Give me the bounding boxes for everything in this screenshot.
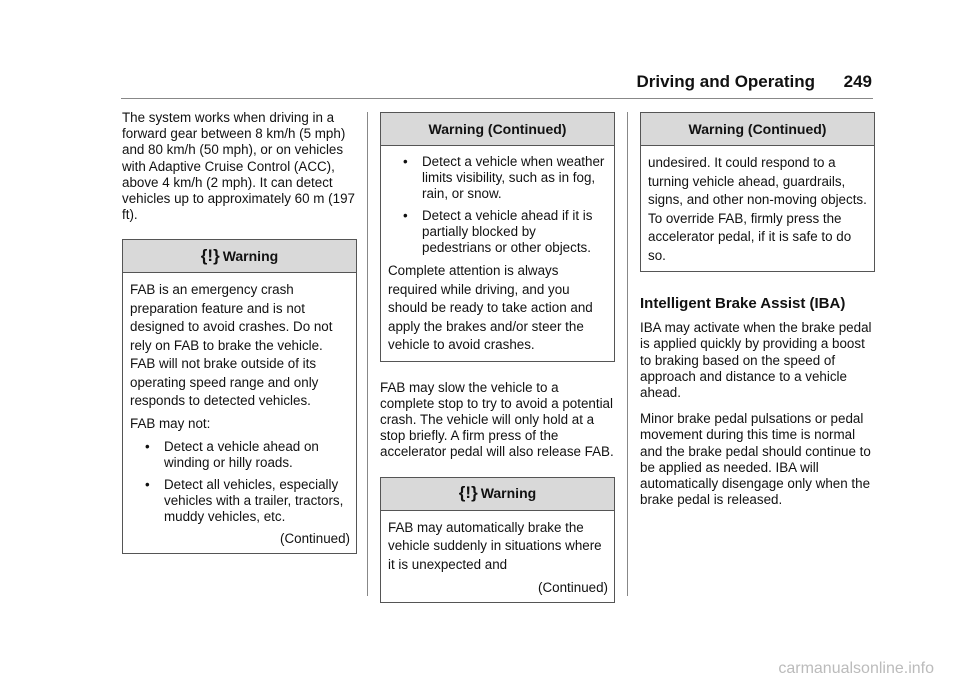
iba-paragraph-1: IBA may activate when the brake pedal is applied quickly by providing a boost to braking based on the speed of approach and distance to a vehicle ahead. xyxy=(640,320,872,401)
continued-label: (Continued) xyxy=(538,580,608,596)
warning-box-1 xyxy=(122,239,357,554)
list-item: • Detect a vehicle ahead on winding or hilly roads. xyxy=(145,439,319,471)
warning-body xyxy=(123,273,356,553)
fab-paragraph: FAB may slow the vehicle to a complete stop to try to avoid a potential crash. The vehicle will only hold at a stop briefly. A firm press of the accelerator pedal will also release FAB. xyxy=(380,379,614,460)
header-divider xyxy=(121,98,873,99)
section-title: Driving and Operating xyxy=(636,72,815,91)
warning-box-3 xyxy=(380,477,615,604)
continued-label: (Continued) xyxy=(280,531,350,547)
bullet-icon: • xyxy=(403,154,408,169)
warning-text: FAB may automatically brake the vehicle suddenly in situations where it is unexpected and xyxy=(388,519,602,572)
warning-text: undesired. It could respond to a turning vehicle ahead, guardrails, signs, and other non-moving objects. To override FAB, firmly press the accelerator pedal, if it is safe to do so. xyxy=(648,155,867,263)
warning-text: Complete attention is always required while driving, and you should be ready to take action and apply the brakes and/or steer the vehicle to avoid crashes. xyxy=(388,263,593,352)
warning-title: Warning (Continued) xyxy=(688,120,827,137)
warning-box-4 xyxy=(640,112,875,272)
warning-title: Warning (Continued) xyxy=(428,120,567,137)
warning-body xyxy=(381,511,614,603)
warning-icon: {!} xyxy=(200,246,220,266)
watermark: carmanualsonline.info xyxy=(778,660,934,677)
list-item: • Detect a vehicle when weather limits visibility, such as in fog, rain, or snow. xyxy=(403,154,605,201)
page-header xyxy=(0,0,960,100)
warning-header xyxy=(123,240,356,273)
warning-header xyxy=(641,113,874,146)
warning-bullet-list xyxy=(388,154,608,256)
column-divider-2 xyxy=(627,112,628,596)
warning-title: Warning xyxy=(222,248,279,265)
bullet-icon: • xyxy=(145,477,150,493)
warning-header xyxy=(381,478,614,511)
warning-icon: {!} xyxy=(458,483,478,503)
warning-box-2 xyxy=(380,112,615,362)
warning-title: Warning xyxy=(480,485,537,502)
warning-text: FAB is an emergency crash preparation feature and is not designed to avoid crashes. Do not rely on FAB to brake the vehicle. FAB will not brake outside of its operating speed range and only responds to detected vehicles. xyxy=(130,282,333,409)
warning-body xyxy=(641,146,874,271)
warning-text: FAB may not: xyxy=(130,415,211,431)
bullet-icon: • xyxy=(403,208,408,223)
column-1 xyxy=(122,110,357,554)
page-number: 249 xyxy=(843,72,872,91)
list-item: • Detect all vehicles, especially vehicles with a trailer, tractors, muddy vehicles, etc. xyxy=(145,477,344,525)
column-3 xyxy=(640,110,875,508)
intro-paragraph: The system works when driving in a forward gear between 8 km/h (5 mph) and 80 km/h (50 mph), or on vehicles with Adaptive Cruise Control (ACC), above 4 km/h (2 mph). It can detect vehicles up to approximately 60 m (197 ft). xyxy=(122,110,355,223)
bullet-icon: • xyxy=(145,439,150,455)
warning-bullet-list xyxy=(130,439,350,525)
list-item: • Detect a vehicle ahead if it is partially blocked by pedestrians or other objects. xyxy=(403,208,593,255)
warning-body xyxy=(381,146,614,361)
iba-paragraph-2: Minor brake pedal pulsations or pedal movement during this time is normal and the brake pedal should continue to be applied as needed. IBA will automatically disengage only when the brake pedal is released. xyxy=(640,411,871,508)
column-2 xyxy=(380,110,615,603)
section-heading: Intelligent Brake Assist (IBA) xyxy=(640,295,846,312)
column-divider-1 xyxy=(367,112,368,596)
warning-header xyxy=(381,113,614,146)
